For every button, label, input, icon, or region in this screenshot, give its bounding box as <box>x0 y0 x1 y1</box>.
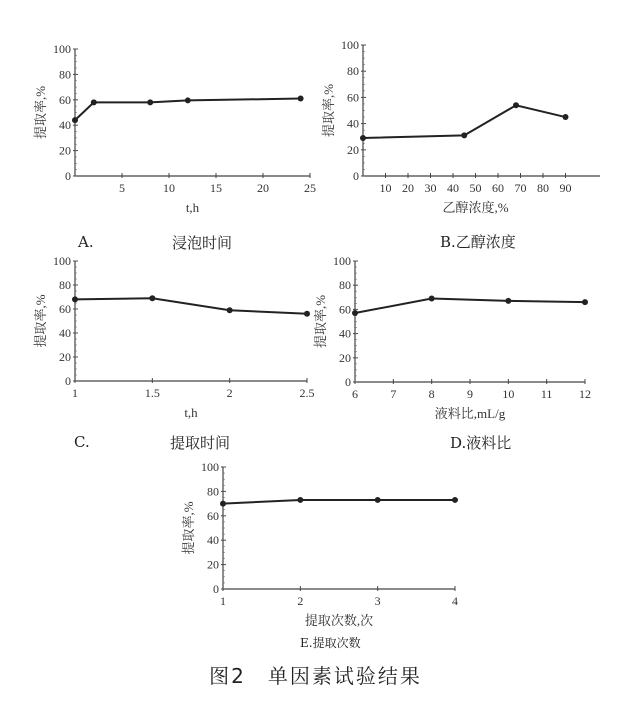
x-tick-label: 20 <box>257 181 269 195</box>
y-tick-label: 80 <box>339 278 351 293</box>
x-tick-label: 10 <box>379 181 392 195</box>
x-tick-label: 1.5 <box>144 386 160 400</box>
y-axis-label: 提取率,% <box>321 83 336 138</box>
x-tick-label: 8 <box>428 387 435 401</box>
x-tick-label: 20 <box>402 181 414 195</box>
y-tick-label: 40 <box>207 533 219 548</box>
x-tick-label: 10 <box>163 181 175 195</box>
x-tick-label: 12 <box>579 387 591 401</box>
data-point <box>513 102 519 108</box>
chart-e-extraction-count <box>172 460 472 644</box>
y-tick-label: 0 <box>213 582 219 596</box>
y-tick-label: 100 <box>53 42 71 56</box>
data-point <box>149 295 155 301</box>
panel-b-caption: B.乙醇浓度 <box>440 233 516 251</box>
y-tick-label: 40 <box>347 116 359 131</box>
x-tick-label: 3 <box>374 594 381 608</box>
panel-c-letter: C. <box>74 433 90 451</box>
panel-e-caption: E.提取次数 <box>300 636 361 650</box>
data-line <box>355 299 585 314</box>
data-point <box>360 135 366 141</box>
data-point <box>147 99 153 105</box>
data-line <box>223 500 455 504</box>
panel-a-caption: 浸泡时间 <box>172 234 233 252</box>
data-line <box>75 298 307 314</box>
y-tick-label: 60 <box>339 302 351 317</box>
y-axis-label: 提取率,% <box>33 294 48 348</box>
y-tick-label: 20 <box>207 557 219 572</box>
data-point <box>563 114 569 120</box>
x-tick-label: 50 <box>469 181 482 195</box>
y-tick-label: 20 <box>347 142 359 157</box>
x-tick-label: 6 <box>352 387 358 401</box>
chart-d-liquid-solid-ratio <box>312 251 622 430</box>
x-tick-label: 60 <box>492 181 504 195</box>
data-point <box>72 296 78 302</box>
y-tick-label: 80 <box>347 64 359 79</box>
y-tick-label: 100 <box>333 254 351 268</box>
data-point <box>304 311 310 317</box>
panel-c-caption: 提取时间 <box>170 434 231 452</box>
x-tick-label: 11 <box>540 387 553 401</box>
panel-d-caption: D.液料比 <box>450 434 512 452</box>
data-point <box>227 307 233 313</box>
y-tick-label: 40 <box>339 326 351 341</box>
x-tick-label: 9 <box>467 387 473 401</box>
chart-c-extraction-time <box>30 253 330 432</box>
data-point <box>91 99 97 105</box>
line-chart <box>172 460 472 640</box>
y-axis-label: 提取率,% <box>313 294 328 349</box>
x-tick-label: 4 <box>452 594 458 608</box>
data-point <box>298 96 304 102</box>
x-tick-label: 15 <box>210 181 222 195</box>
line-chart <box>30 253 330 428</box>
chart-b-ethanol-concentration <box>310 37 610 231</box>
data-point <box>582 299 588 305</box>
x-tick-label: 2 <box>297 594 304 608</box>
y-tick-label: 40 <box>59 118 71 133</box>
y-tick-label: 60 <box>59 92 71 107</box>
y-tick-label: 0 <box>345 375 351 389</box>
y-tick-label: 0 <box>65 169 71 183</box>
x-tick-label: 30 <box>424 181 437 195</box>
x-axis-label: 提取次数,次 <box>304 613 374 628</box>
y-tick-label: 0 <box>65 374 71 388</box>
y-tick-label: 20 <box>339 350 351 365</box>
x-axis-label: t,h <box>184 405 198 420</box>
x-tick-label: 90 <box>559 181 572 195</box>
y-tick-label: 20 <box>59 143 71 158</box>
y-tick-label: 40 <box>59 326 71 340</box>
data-point <box>375 497 381 503</box>
chart-a-soak-time <box>30 40 330 234</box>
data-point <box>72 117 78 123</box>
y-tick-label: 60 <box>59 302 71 316</box>
y-tick-label: 20 <box>59 350 71 364</box>
data-point <box>220 501 226 507</box>
data-point <box>505 298 511 304</box>
x-tick-label: 40 <box>447 181 459 195</box>
x-tick-label: 70 <box>514 181 527 195</box>
data-point <box>352 310 358 316</box>
x-tick-label: 5 <box>119 181 125 195</box>
x-axis-label: 液料比,mL/g <box>434 406 506 421</box>
y-tick-label: 80 <box>207 484 219 499</box>
y-tick-label: 100 <box>201 460 219 474</box>
data-point <box>297 497 303 503</box>
line-chart <box>30 40 330 230</box>
x-tick-label: 2.5 <box>299 386 315 400</box>
y-tick-label: 80 <box>59 278 71 292</box>
y-tick-label: 100 <box>53 254 71 268</box>
data-point <box>452 497 458 503</box>
y-tick-label: 100 <box>341 38 359 52</box>
data-point <box>429 296 435 302</box>
x-tick-label: 10 <box>502 387 515 401</box>
data-point <box>461 132 467 138</box>
y-tick-label: 0 <box>353 169 359 183</box>
x-tick-label: 1 <box>220 594 226 608</box>
line-chart <box>312 251 622 426</box>
panel-a-letter: A. <box>78 233 94 251</box>
y-axis-label: 提取率,% <box>181 501 196 555</box>
line-chart <box>310 37 610 227</box>
y-tick-label: 60 <box>347 90 359 105</box>
y-axis-label: 提取率,% <box>33 85 48 140</box>
data-point <box>185 97 191 103</box>
figure-title: 图2 单因素试验结果 <box>209 664 422 688</box>
x-tick-label: 80 <box>537 181 549 195</box>
x-axis-label: 乙醇浓度,% <box>442 200 509 215</box>
y-tick-label: 80 <box>59 67 71 82</box>
y-tick-label: 60 <box>207 508 219 523</box>
x-axis-label: t,h <box>185 200 200 215</box>
x-tick-label: 2 <box>226 386 233 400</box>
x-tick-label: 25 <box>304 181 316 195</box>
x-tick-label: 7 <box>390 387 397 401</box>
x-tick-label: 1 <box>72 386 78 400</box>
